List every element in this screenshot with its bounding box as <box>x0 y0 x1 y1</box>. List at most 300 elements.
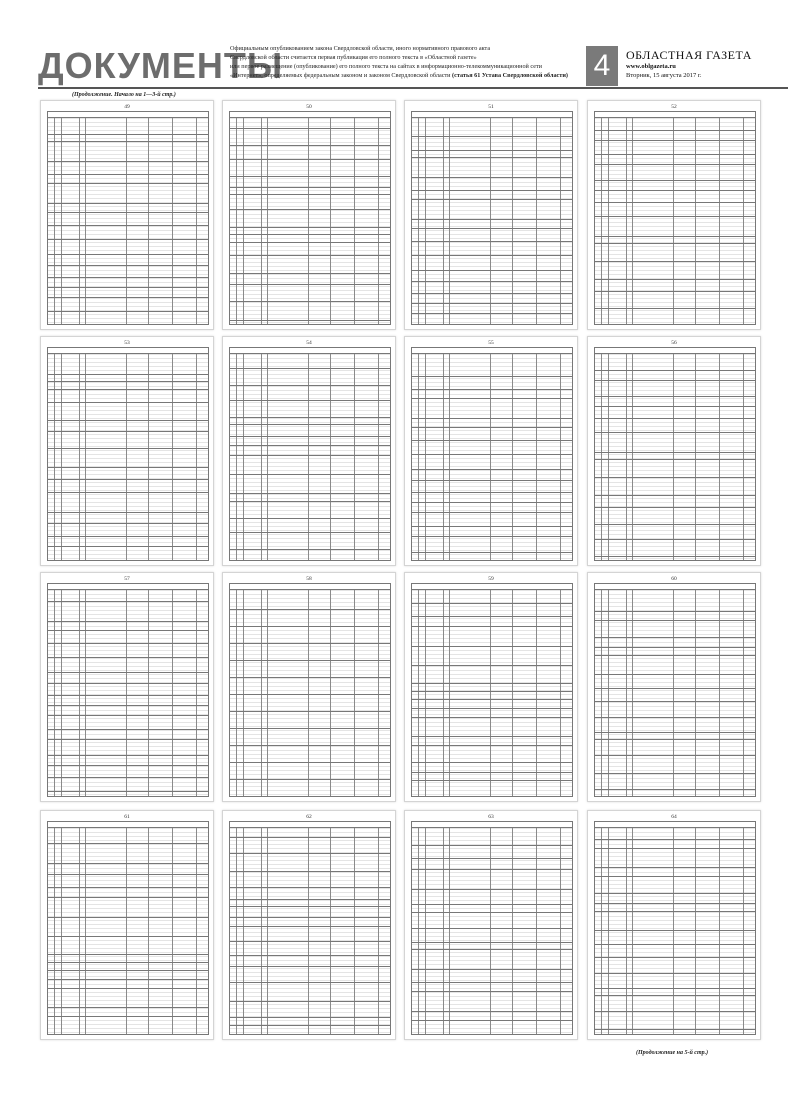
table-row <box>412 303 572 304</box>
table-row <box>412 136 572 137</box>
table-row <box>595 995 755 996</box>
table-row <box>230 128 390 129</box>
table-row <box>230 445 390 446</box>
continuation-note-bottom: (Продолжение на 5-й стр.) <box>636 1050 709 1056</box>
table-row <box>412 219 572 220</box>
table-row <box>595 701 755 702</box>
budget-table <box>229 111 391 325</box>
table-row <box>412 1011 572 1012</box>
table-row <box>412 949 572 950</box>
table-row <box>48 791 208 792</box>
page-thumbnail <box>587 810 761 1040</box>
table-row <box>412 492 572 493</box>
budget-table <box>594 583 756 797</box>
table-row <box>595 279 755 280</box>
table-row <box>412 603 572 604</box>
table-header <box>48 822 208 828</box>
table-row <box>48 970 208 971</box>
table-row <box>595 291 755 292</box>
newspaper-name: ОБЛАСТНАЯ ГАЗЕТА <box>626 48 752 62</box>
table-row <box>595 867 755 868</box>
table-row <box>48 843 208 844</box>
table-row <box>230 966 390 967</box>
table-row <box>595 507 755 508</box>
table-row <box>230 762 390 763</box>
table-row <box>48 297 208 298</box>
table-row <box>595 154 755 155</box>
table-row <box>48 621 208 622</box>
table-row <box>230 255 390 256</box>
table-row <box>48 512 208 513</box>
official-publication-notice: Официальным опубликованием закона Свердловской области, иного нормативного правового акта Свердловской области считается первая публикация его полного текста в «Областной газете» или первое размещение (опубликование) его полного текста на сайтах в информационно-телекоммуникационной сети «Интернет», определяемых федеральным законом и законом Свердловской области (статья 61 Устава Свердловской области) <box>230 45 568 79</box>
table-row <box>230 320 390 321</box>
table-row <box>412 869 572 870</box>
page-thumbnail-number: 63 <box>488 814 494 820</box>
table-row <box>230 187 390 188</box>
page-thumbnail <box>404 810 578 1040</box>
table-row <box>48 954 208 955</box>
table-row <box>595 755 755 756</box>
table-row <box>48 887 208 888</box>
table-row <box>48 705 208 706</box>
table-row <box>412 427 572 428</box>
table-header <box>595 822 755 828</box>
table-row <box>595 539 755 540</box>
table-row <box>48 467 208 468</box>
page-thumbnail <box>222 572 396 802</box>
table-row <box>230 549 390 550</box>
table-row <box>412 454 572 455</box>
table-row <box>230 941 390 942</box>
table-row <box>412 928 572 929</box>
masthead <box>38 44 788 88</box>
table-row <box>48 479 208 480</box>
table-row <box>48 979 208 980</box>
table-row <box>230 643 390 644</box>
page-thumbnail-number: 54 <box>306 340 312 346</box>
table-row <box>595 688 755 689</box>
page-thumbnail-number: 61 <box>124 814 130 820</box>
table-row <box>412 982 572 983</box>
table-row <box>48 546 208 547</box>
table-row <box>412 313 572 314</box>
budget-table <box>594 821 756 1035</box>
table-row <box>48 630 208 631</box>
header-rule <box>38 87 788 89</box>
page-thumbnail <box>404 100 578 330</box>
table-row <box>412 228 572 229</box>
table-row <box>48 161 208 162</box>
page-thumbnail-number: 51 <box>488 104 494 110</box>
table-row <box>48 962 208 963</box>
table-row <box>595 432 755 433</box>
table-row <box>595 876 755 877</box>
table-row <box>48 212 208 213</box>
issue-date: Вторник, 15 августа 2017 г. <box>626 72 702 79</box>
page-thumbnail <box>222 336 396 566</box>
table-row <box>595 380 755 381</box>
page-thumbnail-number: 53 <box>124 340 130 346</box>
table-row <box>48 311 208 312</box>
table-row <box>412 699 572 700</box>
page-thumbnail <box>587 336 761 566</box>
table-header <box>230 348 390 354</box>
table-row <box>230 501 390 502</box>
table-row <box>595 988 755 989</box>
page-thumbnail-number: 60 <box>671 576 677 582</box>
table-row <box>412 150 572 151</box>
page-thumbnail-number: 58 <box>306 576 312 582</box>
table-row <box>230 871 390 872</box>
table-row <box>48 381 208 382</box>
table-row <box>48 755 208 756</box>
table-row <box>230 368 390 369</box>
budget-table <box>594 111 756 325</box>
table-row <box>412 904 572 905</box>
table-row <box>230 301 390 302</box>
table-header <box>230 112 390 118</box>
page-thumbnail-number: 57 <box>124 576 130 582</box>
table-row <box>230 745 390 746</box>
table-row <box>230 728 390 729</box>
page-thumbnail-number: 49 <box>124 104 130 110</box>
table-row <box>230 955 390 956</box>
table-header <box>230 822 390 828</box>
table-row <box>595 903 755 904</box>
table-header <box>48 584 208 590</box>
table-row <box>412 646 572 647</box>
table-row <box>412 991 572 992</box>
table-row <box>412 177 572 178</box>
table-row <box>595 477 755 478</box>
table-row <box>230 400 390 401</box>
table-row <box>48 254 208 255</box>
table-row <box>595 243 755 244</box>
table-header <box>48 348 208 354</box>
budget-table <box>47 111 209 325</box>
table-row <box>412 1020 572 1021</box>
table-row <box>230 436 390 437</box>
page-thumbnail <box>404 572 578 802</box>
table-row <box>412 691 572 692</box>
table-row <box>412 552 572 553</box>
table-row <box>48 917 208 918</box>
table-row <box>595 556 755 557</box>
table-row <box>595 773 755 774</box>
table-row <box>230 899 390 900</box>
table-row <box>230 284 390 285</box>
table-header <box>48 112 208 118</box>
table-row <box>48 420 208 421</box>
table-row <box>48 988 208 989</box>
table-row <box>412 626 572 627</box>
page-thumbnail <box>587 572 761 802</box>
table-row <box>412 780 572 781</box>
table-row <box>595 370 755 371</box>
table-row <box>230 176 390 177</box>
table-row <box>595 308 755 309</box>
table-row <box>48 431 208 432</box>
table-row <box>230 493 390 494</box>
continuation-note-top: (Продолжение. Начало на 1—3-й стр.) <box>72 92 176 98</box>
budget-table <box>229 583 391 797</box>
table-row <box>595 190 755 191</box>
table-row <box>230 385 390 386</box>
table-row <box>412 270 572 271</box>
table-row <box>48 1016 208 1017</box>
page-thumbnail-number: 64 <box>671 814 677 820</box>
table-row <box>48 225 208 226</box>
table-row <box>412 717 572 718</box>
table-row <box>48 287 208 288</box>
table-row <box>412 708 572 709</box>
table-row <box>595 789 755 790</box>
table-header <box>595 348 755 354</box>
table-row <box>595 637 755 638</box>
table-row <box>230 906 390 907</box>
table-row <box>595 216 755 217</box>
table-row <box>412 536 572 537</box>
table-row <box>595 495 755 496</box>
table-row <box>412 376 572 377</box>
table-row <box>412 199 572 200</box>
table-row <box>412 683 572 684</box>
page-thumbnail-number: 52 <box>671 104 677 110</box>
table-row <box>412 942 572 943</box>
table-row <box>48 448 208 449</box>
table-row <box>230 424 390 425</box>
table-row <box>230 779 390 780</box>
table-row <box>595 611 755 612</box>
table-row <box>48 777 208 778</box>
table-row <box>595 1029 755 1030</box>
table-row <box>230 887 390 888</box>
page-thumbnail-number: 56 <box>671 340 677 346</box>
table-row <box>230 853 390 854</box>
table-row <box>48 657 208 658</box>
table-row <box>595 180 755 181</box>
table-row <box>48 601 208 602</box>
table-row <box>595 140 755 141</box>
table-row <box>48 239 208 240</box>
table-row <box>595 524 755 525</box>
table-row <box>412 398 572 399</box>
budget-table <box>594 347 756 561</box>
page-thumbnail-number: 62 <box>306 814 312 820</box>
newspaper-info <box>626 48 786 80</box>
table-row <box>230 194 390 195</box>
table-row <box>48 672 208 673</box>
table-row <box>412 845 572 846</box>
table-row <box>595 647 755 648</box>
table-row <box>230 209 390 210</box>
table-row <box>48 765 208 766</box>
table-row <box>595 202 755 203</box>
table-row <box>412 440 572 441</box>
table-row <box>595 236 755 237</box>
table-row <box>412 665 572 666</box>
table-row <box>48 715 208 716</box>
table-row <box>595 164 755 165</box>
table-row <box>595 732 755 733</box>
table-row <box>412 502 572 503</box>
table-row <box>230 474 390 475</box>
table-row <box>230 660 390 661</box>
table-row <box>230 417 390 418</box>
table-row <box>230 677 390 678</box>
budget-table <box>229 821 391 1035</box>
table-row <box>230 455 390 456</box>
page-thumbnail-number: 50 <box>306 104 312 110</box>
table-row <box>230 532 390 533</box>
table-row <box>48 1007 208 1008</box>
budget-table <box>47 347 209 561</box>
table-row <box>595 418 755 419</box>
table-row <box>412 190 572 191</box>
table-row <box>595 396 755 397</box>
table-row <box>230 837 390 838</box>
budget-table <box>411 821 573 1035</box>
table-row <box>412 293 572 294</box>
table-row <box>412 255 572 256</box>
table-row <box>230 1025 390 1026</box>
table-row <box>595 911 755 912</box>
table-row <box>48 536 208 537</box>
table-row <box>48 374 208 375</box>
page-thumbnail <box>222 100 396 330</box>
page-thumbnail <box>40 572 214 802</box>
table-row <box>595 848 755 849</box>
table-row <box>595 655 755 656</box>
table-row <box>595 459 755 460</box>
table-row <box>230 518 390 519</box>
table-row <box>230 227 390 228</box>
table-row <box>412 762 572 763</box>
table-row <box>412 736 572 737</box>
table-header <box>595 112 755 118</box>
table-row <box>48 402 208 403</box>
budget-table <box>47 821 209 1035</box>
page-thumbnail-number: 55 <box>488 340 494 346</box>
table-row <box>48 874 208 875</box>
table-row <box>48 174 208 175</box>
table-row <box>595 261 755 262</box>
table-row <box>595 893 755 894</box>
table-row <box>48 695 208 696</box>
table-row <box>48 277 208 278</box>
table-row <box>48 523 208 524</box>
page-thumbnail <box>40 810 214 1040</box>
table-header <box>230 584 390 590</box>
table-row <box>412 858 572 859</box>
table-row <box>412 969 572 970</box>
budget-table <box>411 583 573 797</box>
table-row <box>230 711 390 712</box>
table-row <box>48 203 208 204</box>
table-row <box>412 526 572 527</box>
table-row <box>230 926 390 927</box>
table-row <box>412 480 572 481</box>
table-row <box>48 183 208 184</box>
table-row <box>48 141 208 142</box>
page-thumbnail <box>40 336 214 566</box>
table-row <box>412 157 572 158</box>
table-row <box>412 241 572 242</box>
table-row <box>48 643 208 644</box>
page-thumbnail <box>40 100 214 330</box>
table-row <box>412 512 572 513</box>
table-header <box>595 584 755 590</box>
table-row <box>595 839 755 840</box>
table-row <box>230 1001 390 1002</box>
table-row <box>48 863 208 864</box>
table-header <box>412 348 572 354</box>
page-thumbnail <box>222 810 396 1040</box>
table-row <box>595 944 755 945</box>
section-title: ДОКУМЕНТЫ <box>38 45 284 86</box>
table-row <box>412 418 572 419</box>
table-row <box>48 897 208 898</box>
table-row <box>230 242 390 243</box>
table-row <box>595 973 755 974</box>
table-row <box>412 889 572 890</box>
table-row <box>595 620 755 621</box>
table-row <box>595 452 755 453</box>
table-row <box>48 936 208 937</box>
page-thumbnail-number: 59 <box>488 576 494 582</box>
table-row <box>595 1011 755 1012</box>
table-row <box>595 130 755 131</box>
table-row <box>595 674 755 675</box>
table-header <box>412 584 572 590</box>
table-row <box>412 389 572 390</box>
table-row <box>412 469 572 470</box>
newspaper-site[interactable]: www.oblgazeta.ru <box>626 63 676 70</box>
table-row <box>412 281 572 282</box>
table-row <box>48 134 208 135</box>
page-number: 4 <box>586 46 618 86</box>
table-header <box>412 112 572 118</box>
table-row <box>595 406 755 407</box>
budget-table <box>411 347 573 561</box>
table-row <box>412 745 572 746</box>
page-thumbnail <box>404 336 578 566</box>
budget-table <box>229 347 391 561</box>
table-row <box>230 273 390 274</box>
page-thumbnail <box>587 100 761 330</box>
table-row <box>48 683 208 684</box>
table-row <box>48 265 208 266</box>
table-row <box>595 930 755 931</box>
table-row <box>595 739 755 740</box>
table-header <box>412 822 572 828</box>
table-row <box>595 717 755 718</box>
table-row <box>230 234 390 235</box>
table-row <box>230 694 390 695</box>
table-row <box>412 912 572 913</box>
budget-table <box>47 583 209 797</box>
table-row <box>595 957 755 958</box>
budget-table <box>411 111 573 325</box>
table-row <box>230 626 390 627</box>
table-row <box>230 1017 390 1018</box>
table-row <box>230 159 390 160</box>
table-row <box>230 917 390 918</box>
table-row <box>48 389 208 390</box>
table-row <box>412 616 572 617</box>
table-row <box>48 492 208 493</box>
table-row <box>230 609 390 610</box>
